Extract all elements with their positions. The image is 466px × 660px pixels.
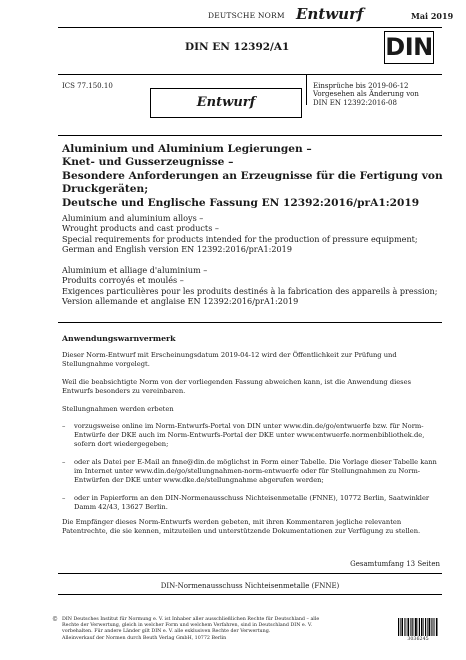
title-line: Deutsche und Englische Fassung EN 12392:2016/prA1:2019	[62, 196, 420, 209]
note-line: Vorgesehen als Änderung von	[313, 90, 419, 99]
copyright-notice	[62, 617, 402, 642]
draft-stamp-text: Entwurf	[196, 95, 256, 110]
header-rule	[58, 27, 442, 28]
title-line: Exigences particulières pour les produits destinés à la fabrication des appareils à pression;	[62, 285, 438, 296]
title-line: Wrought products and cast products –	[62, 223, 219, 234]
list-dash: –	[62, 422, 66, 430]
note-line: DIN EN 12392:2016-08	[313, 98, 397, 107]
list-item-text: oder als Datei per E-Mail an fnne@din.de möglichst in Form einer Tabelle. Die Vorlage dieser Tabelle kann im Internet unter www.din.de/go/stellungnahmen-norm-entwuerfe oder für Stellungnahmen zu Norm-Entwürfen der DKE unter www.dke.de/stellungnahme abgerufen werden;	[74, 458, 437, 484]
title-french	[62, 265, 452, 307]
title-rule	[58, 135, 442, 136]
closing-paragraph: Die Empfänger dieses Norm-Entwurfs werden gebeten, mit ihren Kommentaren jegliche relevanten Patentrechte, die sie kennen, mitzuteilen und unterstützende Dokumentationen zur Verfügung zu stellen.	[62, 518, 421, 535]
list-dash: –	[62, 458, 66, 466]
footer-line: DIN Deutsches Institut für Normung e. V. ist Inhaber aller ausschließlichen Rechte für Deutschland – alle	[62, 617, 320, 622]
committee-name: DIN-Normenausschuss Nichteisenmetalle (FNNE)	[160, 582, 340, 590]
din-logo-text: DIN	[385, 33, 433, 61]
title-german	[62, 143, 447, 210]
status-label: Entwurf	[296, 5, 364, 23]
paragraph: Stellungnahmen werden erbeten	[62, 405, 174, 413]
din-logo	[384, 31, 434, 64]
objection-note	[313, 82, 453, 107]
info-divider	[306, 74, 307, 105]
note-line: Einsprüche bis 2019-06-12	[313, 82, 409, 90]
title-line: Special requirements for products intended for the production of pressure equipment;	[62, 233, 418, 244]
title-line: Produits corroyés et moulés –	[62, 275, 184, 286]
title-line: Version allemande et anglaise EN 12392:2016/prA1:2019	[62, 296, 299, 307]
footer-line: Rechte der Verwertung, gleich in welcher Form und welchem Verfahren, sind in Deutschland DIN e. V.	[62, 623, 312, 629]
footer-line: Alleinverkauf der Normen durch Beuth Verlag GmbH, 10772 Berlin	[62, 635, 227, 641]
title-line: Aluminium and aluminium alloys –	[62, 213, 204, 223]
list-item-text: vorzugsweise online im Norm-Entwurfs-Portal von DIN unter www.din.de/go/entwuerfe bzw. für Norm-Entwürfe der DKE auch im Norm-Entwurfs-Portal der DKE unter www.entwuerfe.normenbibliothek.de, sofern dort wiedergegeben;	[74, 422, 425, 448]
committee-rule-top	[58, 573, 442, 574]
list-item	[62, 494, 440, 512]
committee-rule-bottom	[58, 594, 442, 595]
list-item	[62, 458, 440, 485]
section-rule	[58, 322, 442, 323]
title-line: Aluminium et alliage d'aluminium –	[62, 265, 208, 275]
barcode	[398, 618, 438, 636]
title-line: Besondere Anforderungen an Erzeugnisse für die Fertigung von	[62, 169, 443, 182]
document-number: DIN EN 12392/A1	[185, 41, 290, 53]
list-dash: –	[62, 494, 66, 502]
copyright-symbol: ©	[52, 616, 58, 623]
paragraph: Dieser Norm-Entwurf mit Erscheinungsdatum 2019-04-12 wird der Öffentlichkeit zur Prüfung und Stellungnahme vorgelegt.	[62, 351, 397, 368]
barcode-number: 3036245	[407, 637, 429, 642]
title-line: Aluminium und Aluminium Legierungen –	[62, 143, 312, 155]
section-heading: Anwendungswarnvermerk	[62, 334, 176, 343]
footer-line: vorbehalten. Für andere Länder gilt DIN e. V. alle exklusiven Rechte der Verwertung.	[62, 629, 271, 635]
title-english	[62, 213, 452, 255]
title-line: Knet- und Gusserzeugnisse –	[62, 156, 234, 169]
title-block-rule	[58, 74, 442, 75]
title-line: Druckgeräten;	[62, 183, 149, 196]
list-item-text: oder in Papierform an den DIN-Normenausschuss Nichteisenmetalle (FNNE), 10772 Berlin, Saatwinkler Damm 42/43, 13627 Berlin.	[74, 494, 430, 511]
total-pages: Gesamtumfang 13 Seiten	[350, 560, 440, 568]
publication-date: Mai 2019	[411, 11, 454, 21]
paragraph: Weil die beabsichtigte Norm von der vorliegenden Fassung abweichen kann, ist die Anwendung dieses Entwurfs besonders zu vereinbaren.	[62, 378, 411, 395]
list-item	[62, 422, 440, 449]
draft-stamp	[150, 88, 302, 118]
title-line: German and English version EN 12392:2016/prA1:2019	[62, 244, 292, 255]
norm-label: DEUTSCHE NORM	[208, 11, 285, 20]
ics-code: ICS 77.150.10	[62, 82, 113, 90]
